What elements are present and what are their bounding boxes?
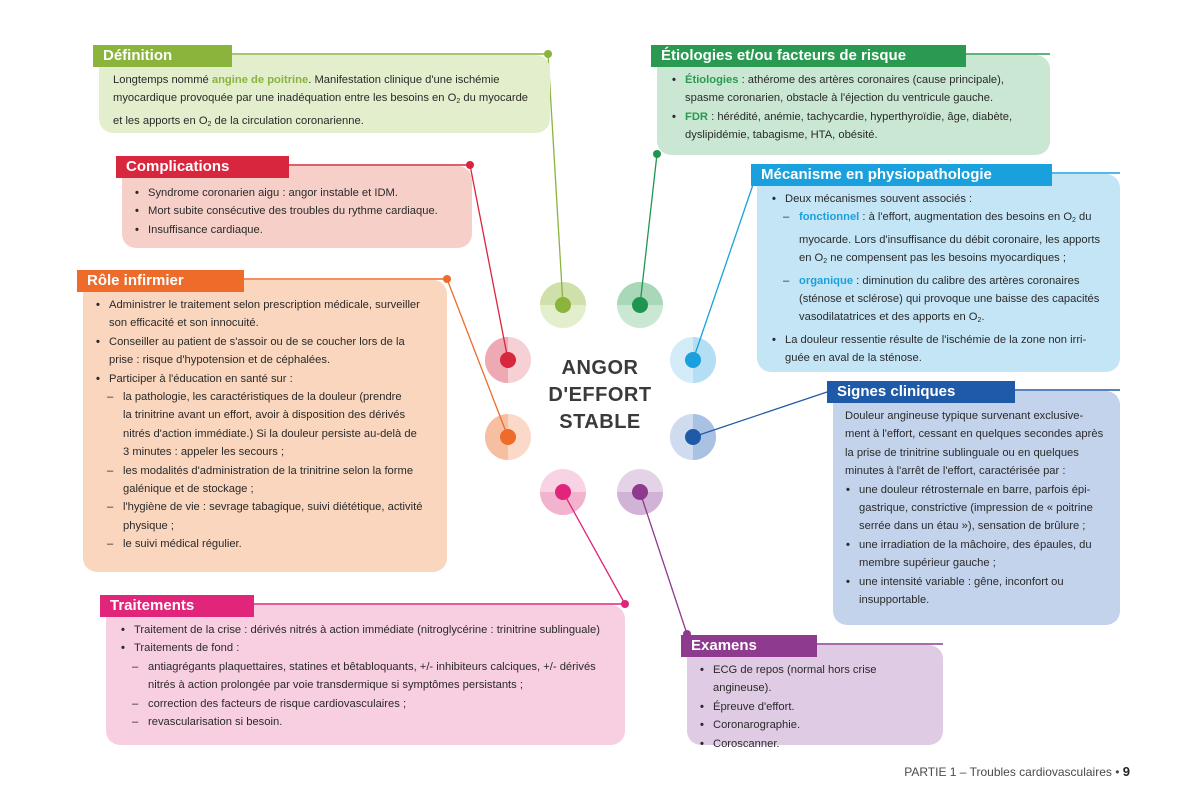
- list-item: – antiagrégants plaquettaires, statines et bêtabloquants, +/- inhibiteurs calciques, +/- dérivés: [120, 658, 615, 676]
- role-title: Rôle infirmier: [77, 270, 244, 292]
- list-item: nitrés à action prolongée par voie transdermique si symptômes persistants ;: [148, 679, 523, 692]
- list-item: • La douleur ressentie résulte de l'ischémie de la zone non irri-: [771, 331, 1110, 349]
- list-item: physique ;: [123, 519, 174, 532]
- list-item: guée en aval de la sténose.: [785, 352, 922, 365]
- footer-text: PARTIE 1 – Troubles cardiovasculaires •: [904, 765, 1123, 779]
- page-number: 9: [1122, 764, 1130, 779]
- etiologies-list: [671, 71, 1040, 145]
- list-item: – la pathologie, les caractéristiques de la douleur (prendre: [95, 388, 437, 406]
- complications-title: Complications: [116, 156, 289, 178]
- list-item: • Insuffisance cardiaque.: [134, 221, 462, 239]
- mecanisme-list: [771, 190, 1110, 368]
- list-item: • Coronarographie.: [699, 716, 933, 734]
- list-item: prise : risque d'hypotension et de céphalées.: [109, 354, 331, 367]
- list-item: minutes à l'arrêt de l'effort, caractérisée par :: [845, 465, 1066, 478]
- etiologies-box: [657, 47, 1050, 155]
- list-item: membre supérieur gauche ;: [859, 557, 996, 570]
- list-item: • Traitement de la crise : dérivés nitrés à action immédiate (nitroglycérine : trinitrine sublinguale): [120, 621, 615, 639]
- traitements-box: [106, 597, 625, 745]
- center-title: [530, 355, 670, 436]
- etiologies-title: Étiologies et/ou facteurs de risque: [651, 45, 966, 67]
- list-item: galénique et de stockage ;: [123, 483, 254, 496]
- list-item: – organique : diminution du calibre des artères coronaires: [771, 272, 1110, 290]
- list-item: • Traitements de fond :: [120, 639, 615, 657]
- list-item: son efficacité et son innocuité.: [109, 317, 259, 330]
- list-item: en $O_2$ ne compensent pas les besoins myocardiques ;: [799, 252, 1066, 266]
- list-item: myocarde. Lors d'insuffisance du débit coronaire, les apports: [799, 233, 1101, 246]
- definition-text: Longtemps nommé angine de poitrine. Manifestation clinique d'une ischémie myocardique provoquée par une inadéquation entre les besoins en $O_2$ du myocarde et les apports en $O_2$ de la circulation coronarienne.: [113, 74, 529, 128]
- list-item: • une irradiation de la mâchoire, des épaules, du: [845, 536, 1110, 554]
- list-item: spasme coronarien, obstacle à l'éjection du ventricule gauche.: [685, 92, 994, 105]
- list-item: • Conseiller au patient de s'assoir ou de se coucher lors de la: [95, 333, 437, 351]
- complications-box: [122, 158, 472, 248]
- examens-box: [687, 637, 943, 750]
- list-item: • Syndrome coronarien aigu : angor instable et IDM.: [134, 184, 462, 202]
- list-item: • Épreuve d'effort.: [699, 698, 933, 716]
- list-item: ment à l'effort, cessant en quelques secondes après: [845, 428, 1104, 441]
- list-item: la trinitrine avant un effort, avoir à disposition des dérivés: [123, 409, 406, 422]
- list-item: nitrés d'action immédiate.) Si la douleur persiste au-delà de: [123, 427, 417, 440]
- list-item: • une intensité variable : gêne, inconfort ou: [845, 573, 1110, 591]
- list-item: • une douleur rétrosternale en barre, parfois épi-: [845, 481, 1110, 499]
- list-item: • ECG de repos (normal hors crise angineuse).: [699, 661, 933, 698]
- complications-list: [134, 184, 462, 239]
- list-item: 3 minutes : appeler les secours ;: [123, 446, 285, 459]
- list-item: • Étiologies : athérome des artères coronaires (cause principale),: [671, 71, 1040, 89]
- list-item: • Deux mécanismes souvent associés :: [771, 190, 1110, 208]
- list-item: • Mort subite consécutive des troubles du rythme cardiaque.: [134, 202, 462, 220]
- list-item: – l'hygiène de vie : sevrage tabagique, suivi diététique, activité: [95, 498, 437, 516]
- list-item: • Coroscanner.: [699, 735, 933, 753]
- definition-title: Définition: [93, 45, 232, 67]
- list-item: – correction des facteurs de risque cardiovasculaires ;: [120, 695, 615, 713]
- list-item: – fonctionnel : à l'effort, augmentation des besoins en $O_2$ du: [771, 208, 1110, 230]
- list-item: gastrique, constrictive (impression de « poitrine: [859, 502, 1093, 515]
- list-item: – le suivi médical régulier.: [95, 535, 437, 553]
- center-title-line-1: ANGOR: [561, 357, 639, 379]
- list-item: • Participer à l'éducation en santé sur :: [95, 370, 437, 388]
- list-item: (sténose et sclérose) qui provoque une baisse des capacités: [799, 293, 1100, 306]
- definition-box: [99, 47, 550, 133]
- list-item: – revascularisation si besoin.: [120, 713, 615, 731]
- center-title-line-2: D'EFFORT: [548, 384, 652, 406]
- signes-box: [833, 383, 1120, 625]
- mecanisme-box: [757, 166, 1120, 372]
- mecanisme-title: Mécanisme en physiopathologie: [751, 164, 1052, 186]
- list-item: vasodilatatrices et des apports en $O_2$.: [799, 311, 985, 325]
- signes-list: [845, 407, 1110, 609]
- signes-title: Signes cliniques: [827, 381, 1015, 403]
- traitements-list: [120, 621, 615, 731]
- list-item: – les modalités d'administration de la trinitrine selon la forme: [95, 462, 437, 480]
- center-title-line-3: STABLE: [559, 411, 641, 433]
- page-footer: [904, 764, 1130, 779]
- examens-list: [699, 661, 933, 753]
- list-item: Douleur angineuse typique survenant exclusive-: [845, 410, 1084, 422]
- role-list: [95, 296, 437, 554]
- role-box: [83, 272, 447, 572]
- list-item: serrée dans un étau »), sensation de brûlure ;: [859, 520, 1086, 533]
- list-item: • FDR : hérédité, anémie, tachycardie, hyperthyroïdie, âge, diabète,: [671, 108, 1040, 126]
- list-item: la prise de trinitrine sublinguale ou en quelques: [845, 446, 1079, 459]
- list-item: • Administrer le traitement selon prescription médicale, surveiller: [95, 296, 437, 314]
- list-item: dyslipidémie, tabagisme, HTA, obésité.: [685, 129, 878, 142]
- list-item: insupportable.: [859, 594, 930, 607]
- traitements-title: Traitements: [100, 595, 254, 617]
- examens-title: Examens: [681, 635, 817, 657]
